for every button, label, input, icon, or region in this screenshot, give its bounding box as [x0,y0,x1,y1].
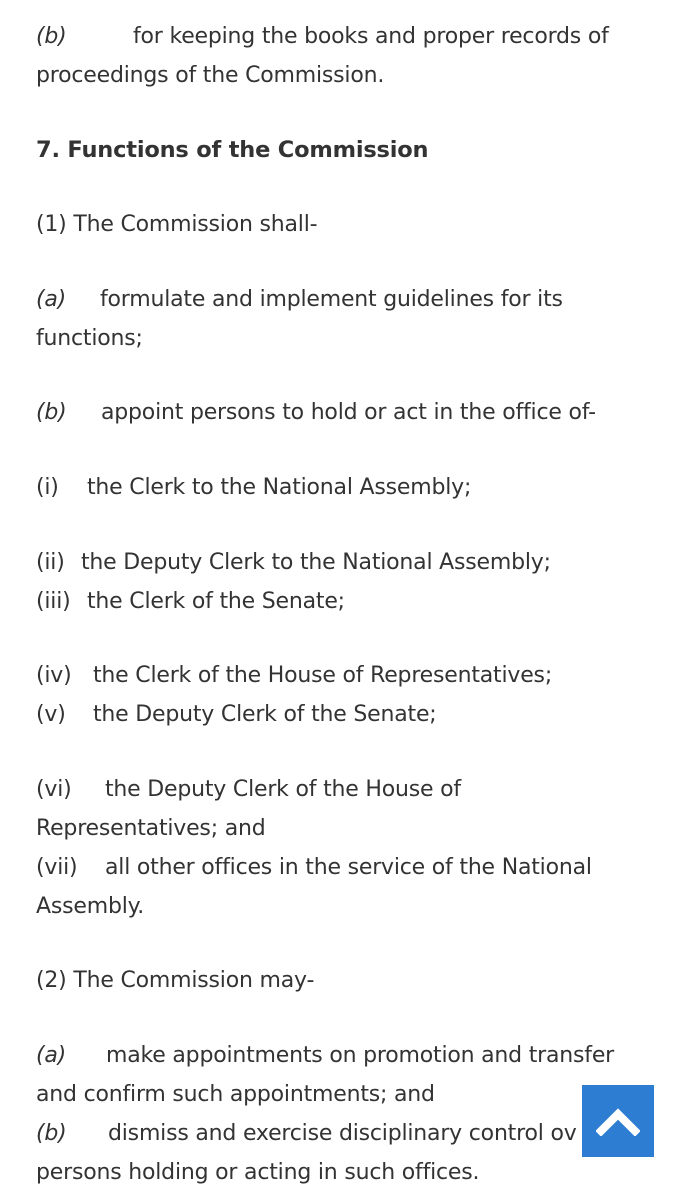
clause-label: (a) [36,1043,67,1068]
clause-text: make appointments on promotion and transfer [106,1043,615,1068]
clause-text: formulate and implement guidelines for its [100,287,563,312]
subsection-2 [36,966,314,996]
item-iii [36,587,345,617]
item-vii [36,853,592,883]
item-v [36,700,437,730]
clause-a-continuation [36,1080,435,1110]
item-text: the Clerk of the House of Representatives; [93,663,553,688]
item-label: (i) [36,475,59,500]
clause-label: (b) [36,400,67,425]
item-text: Representatives; and [36,816,266,841]
clause-a-appointments [36,1041,614,1071]
clause-text: proceedings of the Commission. [36,63,385,88]
item-label: (vii) [36,855,78,880]
item-label: (ii) [36,550,65,575]
clause-b-continuation [36,61,384,91]
clause-a-line [36,285,563,315]
item-text: the Deputy Clerk of the Senate; [93,702,437,727]
subsection-text: (2) The Commission may- [36,968,315,993]
subsection-1 [36,210,317,240]
item-label: (vi) [36,777,72,802]
clause-b-dismiss [36,1119,577,1149]
clause-b-line [36,22,609,52]
item-vi-continuation [36,814,266,844]
clause-label: (a) [36,287,67,312]
item-text: Assembly. [36,894,145,919]
item-text: the Clerk of the Senate; [87,589,345,614]
item-text: the Clerk to the National Assembly; [87,475,472,500]
item-label: (v) [36,702,66,727]
item-vi [36,775,461,805]
clause-label: (b) [36,1121,67,1146]
item-text: all other offices in the service of the National [105,855,592,880]
clause-text: for keeping the books and proper records of [133,24,609,49]
clause-a-continuation [36,324,143,354]
chevron-up-icon [596,1106,640,1136]
item-vii-continuation [36,892,144,922]
clause-text: dismiss and exercise disciplinary control ov [108,1121,577,1146]
item-i [36,473,471,503]
clause-b-continuation [36,1158,479,1188]
clause-b-appoint [36,398,596,428]
item-label: (iv) [36,663,72,688]
item-iv [36,661,552,691]
section-heading: 7. Functions of the Commission [36,137,429,163]
subsection-text: (1) The Commission shall- [36,212,318,237]
clause-text: and confirm such appointments; and [36,1082,435,1107]
item-ii [36,548,551,578]
clause-text: appoint persons to hold or act in the office of- [101,400,596,425]
item-label: (iii) [36,589,71,614]
item-text: the Deputy Clerk to the National Assembly; [81,550,551,575]
scroll-to-top-button[interactable] [582,1085,654,1157]
clause-label: (b) [36,24,67,49]
clause-text: persons holding or acting in such offices. [36,1160,480,1185]
item-text: the Deputy Clerk of the House of [105,777,461,802]
clause-text: functions; [36,326,143,351]
